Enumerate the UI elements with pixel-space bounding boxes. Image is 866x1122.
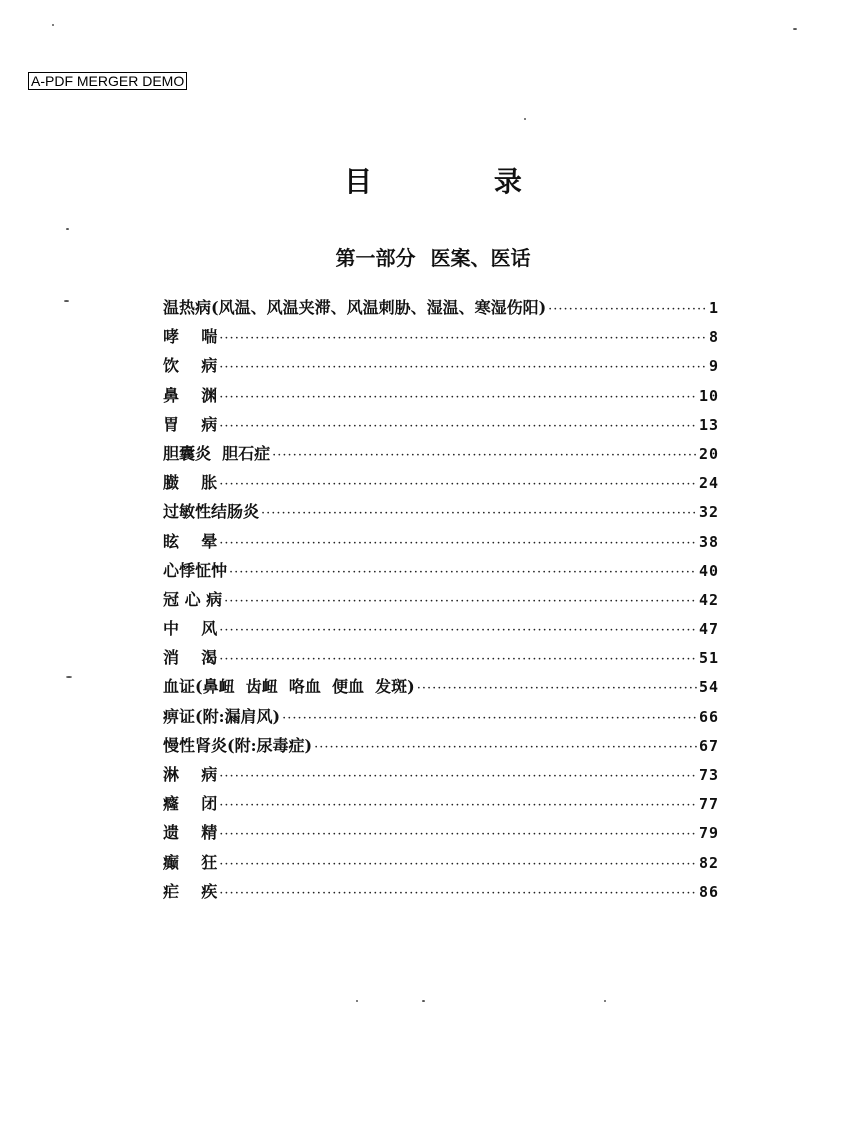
scan-speck — [66, 676, 72, 678]
toc-entry-yijing — [163, 818, 719, 847]
scan-speck — [66, 228, 69, 230]
toc-entry-label: 胆囊炎 胆石症 — [163, 443, 271, 463]
dot-leader — [219, 470, 697, 499]
scan-speck — [356, 1000, 358, 1002]
dot-leader — [417, 674, 697, 703]
toc-entry-label: 眩 晕 — [163, 531, 218, 551]
toc-entry-xuanyun — [163, 527, 719, 556]
toc-entry-nueji — [163, 877, 719, 906]
toc-entry-label: 冠 心 病 — [163, 589, 223, 609]
toc-entry-xiaoke — [163, 643, 719, 672]
dot-leader — [219, 383, 697, 412]
toc-entry-label: 饮 病 — [163, 356, 218, 376]
dot-leader — [219, 762, 697, 791]
toc-entry-xinji — [163, 556, 719, 585]
toc-entry-diankuang — [163, 848, 719, 877]
dot-leader — [219, 412, 697, 441]
toc-entry-page: 79 — [698, 824, 719, 843]
toc-entry-shenyan — [163, 731, 719, 760]
toc-entry-page: 54 — [698, 678, 719, 697]
toc-entry-xuezheng — [163, 672, 719, 701]
dot-leader — [219, 353, 707, 382]
toc-entry-page: 40 — [698, 561, 719, 580]
toc-entry-page: 32 — [698, 503, 719, 522]
toc-entry-page: 82 — [698, 853, 719, 872]
toc-entry-label: 臌 胀 — [163, 473, 218, 493]
dot-leader — [219, 850, 697, 879]
dot-leader — [219, 820, 697, 849]
scan-speck — [64, 300, 69, 302]
dot-leader — [224, 587, 697, 616]
toc-entry-page: 9 — [708, 357, 719, 376]
toc-entry-label: 慢性肾炎(附:尿毒症) — [163, 735, 313, 755]
dot-leader — [229, 558, 697, 587]
toc-entry-page: 73 — [698, 766, 719, 784]
toc-entry-label: 遗 精 — [163, 823, 218, 843]
toc-entry-yinbing — [163, 351, 719, 380]
dot-leader — [219, 616, 697, 645]
toc-entry-label: 鼻 渊 — [163, 385, 218, 405]
toc-entry-page: 10 — [698, 386, 719, 405]
toc-entry-label: 胃 病 — [163, 414, 218, 434]
scan-speck — [793, 28, 797, 30]
toc-entry-linbing — [163, 760, 719, 789]
toc-entry-label: 中 风 — [163, 619, 218, 639]
dot-leader — [219, 324, 707, 353]
toc-entry-zhongfeng — [163, 614, 719, 643]
toc-entry-label: 温热病(风温、风温夹滞、风温刺胁、湿温、寒湿伤阳) — [163, 298, 547, 317]
dot-leader — [548, 295, 707, 324]
toc-entry-longbi — [163, 789, 719, 818]
toc-entry-xiaochuan — [163, 322, 719, 351]
scan-speck — [524, 118, 526, 120]
dot-leader — [219, 791, 697, 820]
toc-entry-page: 8 — [708, 328, 719, 347]
part-heading: 第一部分 医案、医话 — [335, 246, 531, 270]
toc-entry-biyuan — [163, 381, 719, 410]
watermark-label: A-PDF MERGER DEMO — [28, 72, 187, 90]
toc-entry-dannangyan — [163, 439, 719, 468]
toc-entry-label: 过敏性结肠炎 — [163, 502, 260, 522]
toc-entry-label: 痹证(附:漏肩风) — [163, 706, 281, 726]
scan-speck — [422, 1000, 425, 1002]
toc-entry-page: 42 — [698, 590, 719, 609]
toc-entry-label: 淋 病 — [163, 765, 218, 784]
dot-leader — [261, 499, 697, 528]
dot-leader — [282, 704, 697, 733]
toc-entry-label: 哮 喘 — [163, 327, 218, 347]
dot-leader — [314, 733, 697, 762]
toc-entry-page: 1 — [708, 299, 719, 317]
dot-leader — [219, 879, 697, 908]
dot-leader — [219, 529, 697, 558]
toc-entry-label: 疟 疾 — [163, 881, 218, 901]
toc-entry-label: 消 渴 — [163, 648, 218, 668]
toc-entry-page: 20 — [698, 444, 719, 463]
toc-entry-page: 77 — [698, 795, 719, 814]
toc-entry-page: 66 — [698, 707, 719, 726]
dot-leader — [272, 441, 697, 470]
toc-entry-page: 51 — [698, 649, 719, 668]
toc-entry-weibing — [163, 410, 719, 439]
toc-entry-page: 13 — [698, 415, 719, 434]
scan-speck — [604, 1000, 606, 1002]
toc-entry-guominxing — [163, 497, 719, 526]
toc-entry-bizheng — [163, 702, 719, 731]
toc-entry-guzhang — [163, 468, 719, 497]
toc-entry-page: 86 — [698, 882, 719, 901]
toc-entry-page: 38 — [698, 532, 719, 551]
page-title: 目 录 — [344, 165, 578, 198]
dot-leader — [219, 645, 697, 674]
toc-entry-page: 24 — [698, 474, 719, 493]
toc-entry-label: 癃 闭 — [163, 794, 218, 814]
scan-speck — [52, 24, 54, 26]
toc-entry-label: 血证(鼻衄 齿衄 咯血 便血 发斑) — [163, 677, 415, 697]
toc-entry-label: 癫 狂 — [163, 852, 218, 872]
toc-list — [163, 293, 719, 906]
toc-entry-label: 心悸怔忡 — [163, 560, 228, 580]
toc-entry-wenrebing — [163, 293, 719, 322]
toc-entry-page: 47 — [698, 620, 719, 639]
toc-entry-guanxinbing — [163, 585, 719, 614]
toc-entry-page: 67 — [698, 736, 719, 755]
